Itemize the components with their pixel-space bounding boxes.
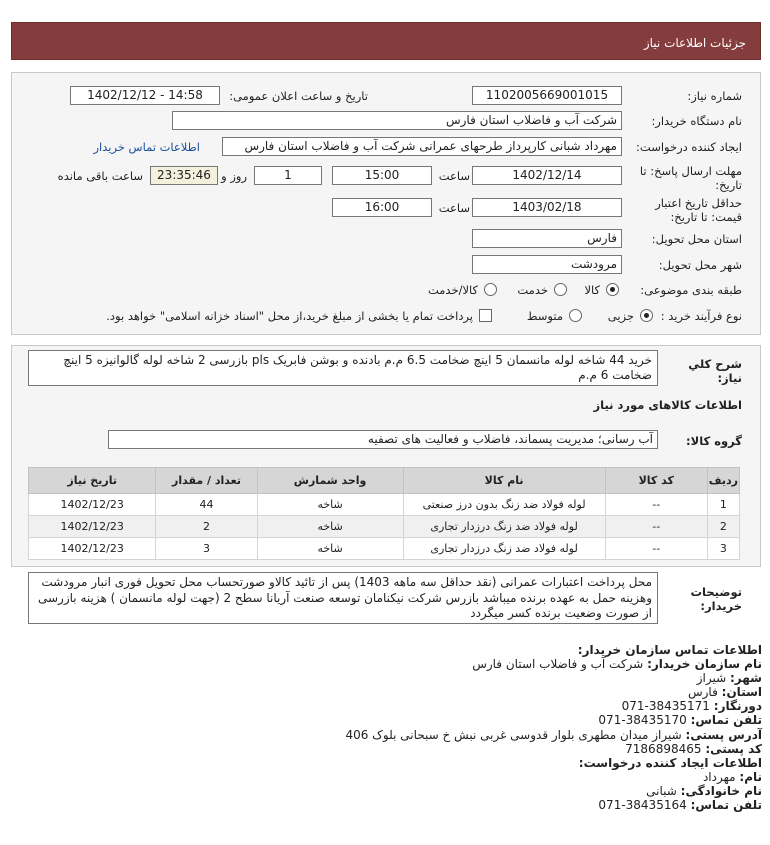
item-quantity: 3 bbox=[156, 538, 257, 560]
category-option-goods-service: کالا/خدمت bbox=[427, 283, 478, 297]
contact-title: اطلاعات تماس سازمان خریدار: bbox=[577, 643, 762, 657]
page-title: جزئیات اطلاعات نیاز bbox=[643, 36, 746, 50]
need-number-label: شماره نیاز: bbox=[687, 89, 742, 103]
col-quantity: تعداد / مقدار bbox=[156, 468, 257, 494]
item-unit: شاخه bbox=[257, 516, 403, 538]
buyer-contact-link[interactable]: اطلاعات تماس خریدار bbox=[93, 140, 200, 154]
contact-fax: دورنگار: 071-38435171 bbox=[621, 699, 762, 714]
need-number-field[interactable]: 1102005669001015 bbox=[472, 86, 622, 105]
table-row bbox=[29, 494, 740, 516]
col-item-name: نام کالا bbox=[403, 468, 605, 494]
item-name: لوله فولاد ضد زنگ درزدار تجاری bbox=[403, 538, 605, 560]
goods-group-field[interactable]: آب رسانی؛ مدیریت پسماند، فاضلاب و فعالیت های تصفیه bbox=[108, 430, 658, 449]
contact-section bbox=[12, 643, 762, 812]
category-option-service: خدمت bbox=[517, 283, 548, 297]
delivery-city-field[interactable]: مرودشت bbox=[472, 255, 622, 274]
requester-label: ایجاد کننده درخواست: bbox=[636, 140, 742, 154]
contact-phone: تلفن تماس: 071-38435170 bbox=[598, 713, 762, 728]
buyer-notes-label-line1: توضیحات bbox=[690, 585, 742, 599]
purchase-type-radio-minor[interactable] bbox=[640, 309, 653, 322]
item-code: -- bbox=[605, 494, 707, 516]
item-quantity: 2 bbox=[156, 516, 257, 538]
purchase-type-option-minor: جزیی bbox=[607, 309, 634, 323]
deadline-label-line1: مهلت ارسال پاسخ: تا bbox=[639, 164, 742, 178]
creator-phone: تلفن تماس: 071-38435164 bbox=[598, 798, 762, 813]
buyer-notes-box: محل پرداخت اعتبارات عمرانی (نقد حداقل سه ماهه 1403) پس از تائید کالاو صورتحساب محل تحویل فوری انبار مرودشت وهزینه حمل به عهده برنده میباشد بازرس شرکت نیکنامان توسعه صنعت آریانا سطح 2 (جهت لوله مانسمان ) هزینه بازرسی از صورت وضعیت برنده کسر میگردد bbox=[28, 572, 658, 624]
summary-label-line2: نياز: bbox=[717, 371, 742, 385]
purchase-type-radio-medium[interactable] bbox=[569, 309, 582, 322]
contact-postal: کد پستی: 7186898465 bbox=[625, 741, 762, 756]
table-row bbox=[29, 516, 740, 538]
buyer-notes-label-line2: خریدار: bbox=[700, 599, 742, 613]
category-radio-goods-service[interactable] bbox=[484, 283, 497, 296]
deadline-time-label: ساعت bbox=[438, 169, 470, 183]
creator-family: نام خانوادگی: شبانی bbox=[646, 783, 762, 798]
validity-label-line2: قیمت: تا تاریخ: bbox=[670, 210, 742, 224]
validity-date-field[interactable]: 1403/02/18 bbox=[472, 198, 622, 217]
creator-title: اطلاعات ایجاد کننده درخواست: bbox=[578, 755, 762, 770]
item-quantity: 44 bbox=[156, 494, 257, 516]
col-unit: واحد شمارش bbox=[257, 468, 403, 494]
creator-name: نام: مهرداد bbox=[702, 769, 762, 784]
requester-field[interactable]: مهرداد شبانی کارپرداز طرحهای عمرانی شرکت آب و فاضلاب استان فارس bbox=[222, 137, 622, 156]
remaining-time-field: 23:35:46 bbox=[150, 166, 218, 185]
contact-city: شهر: شیراز bbox=[696, 671, 762, 686]
announce-field[interactable]: 1402/12/12 - 14:58 bbox=[70, 86, 220, 105]
summary-label-line1: شرح کلي bbox=[688, 357, 742, 371]
goods-section-title: اطلاعات کالاهای مورد نیاز bbox=[593, 398, 742, 412]
validity-label-line1: حداقل تاریخ اعتبار bbox=[655, 196, 742, 210]
goods-group-label: گروه کالا: bbox=[686, 434, 742, 448]
contact-province: استان: فارس bbox=[687, 685, 762, 700]
item-code: -- bbox=[605, 538, 707, 560]
purchase-type-label: نوع فرآیند خرید : bbox=[660, 309, 742, 323]
col-need-date: تاریخ نیاز bbox=[29, 468, 156, 494]
buyer-org-label: نام دستگاه خریدار: bbox=[651, 114, 742, 128]
buyer-org-field[interactable]: شرکت آب و فاضلاب استان فارس bbox=[172, 111, 622, 130]
validity-time-field[interactable]: 16:00 bbox=[332, 198, 432, 217]
category-radio-service[interactable] bbox=[554, 283, 567, 296]
remaining-label: ساعت باقی مانده bbox=[57, 169, 143, 183]
announce-label: تاریخ و ساعت اعلان عمومی: bbox=[229, 89, 368, 103]
treasury-bonds-checkbox[interactable] bbox=[479, 309, 492, 322]
goods-table bbox=[28, 467, 740, 560]
days-remaining-field[interactable]: 1 bbox=[254, 166, 322, 185]
delivery-city-label: شهر محل تحویل: bbox=[658, 258, 742, 272]
category-radio-goods[interactable] bbox=[606, 283, 619, 296]
deadline-time-field[interactable]: 15:00 bbox=[332, 166, 432, 185]
contact-address: آدرس پستی: شیراز میدان مطهری بلوار قدوسی غربی نبش خ سبحانی بلوک 406 bbox=[345, 727, 762, 742]
days-label: روز و bbox=[221, 169, 247, 183]
deadline-label-line2: تاریخ: bbox=[715, 178, 742, 192]
item-unit: شاخه bbox=[257, 494, 403, 516]
table-row bbox=[29, 538, 740, 560]
col-row-number: ردیف bbox=[707, 468, 739, 494]
delivery-province-field[interactable]: فارس bbox=[472, 229, 622, 248]
row-number: 2 bbox=[707, 516, 739, 538]
purchase-type-option-medium: متوسط bbox=[526, 309, 563, 323]
validity-time-label: ساعت bbox=[438, 201, 470, 215]
row-number: 3 bbox=[707, 538, 739, 560]
item-need-date: 1402/12/23 bbox=[29, 494, 156, 516]
goods-table-header bbox=[29, 468, 740, 494]
category-label: طبقه بندی موضوعی: bbox=[640, 283, 742, 297]
treasury-bonds-text: پرداخت تمام یا بخشی از مبلغ خرید،از محل "اسناد خزانه اسلامی" خواهد بود. bbox=[106, 309, 473, 323]
summary-text-box: خرید 44 شاخه لوله مانسمان 5 اینچ ضخامت 6.5 م.م بادنده و بوشن فابریک pls بازرسی 2 شاخه لوله گالوانیزه 5 اینچ ضخامت 6 م.م bbox=[28, 350, 658, 386]
category-option-goods: کالا bbox=[584, 283, 600, 297]
page-header bbox=[11, 22, 761, 60]
item-need-date: 1402/12/23 bbox=[29, 516, 156, 538]
contact-org: نام سازمان خریدار: شرکت آب و فاضلاب استان فارس bbox=[472, 657, 762, 672]
deadline-date-field[interactable]: 1402/12/14 bbox=[472, 166, 622, 185]
row-number: 1 bbox=[707, 494, 739, 516]
item-need-date: 1402/12/23 bbox=[29, 538, 156, 560]
item-unit: شاخه bbox=[257, 538, 403, 560]
delivery-province-label: استان محل تحویل: bbox=[651, 232, 742, 246]
item-code: -- bbox=[605, 516, 707, 538]
item-name: لوله فولاد ضد زنگ درزدار تجاری bbox=[403, 516, 605, 538]
item-name: لوله فولاد ضد زنگ بدون درز صنعتی bbox=[403, 494, 605, 516]
col-item-code: کد کالا bbox=[605, 468, 707, 494]
